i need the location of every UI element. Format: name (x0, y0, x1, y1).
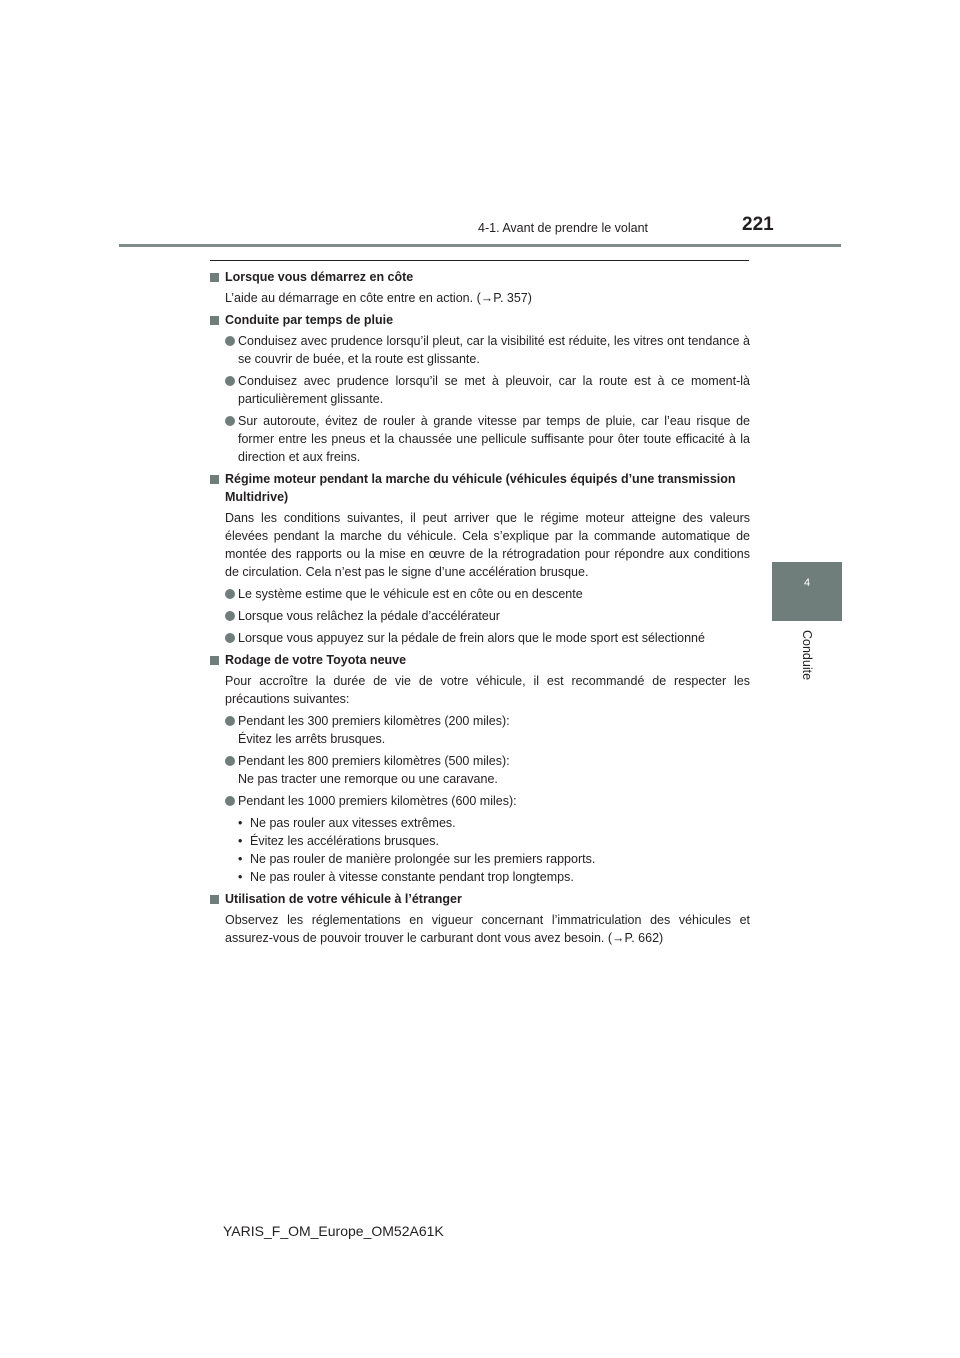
circle-bullet-icon (225, 589, 235, 599)
bullet-item (225, 372, 750, 408)
square-bullet-icon (210, 656, 219, 665)
section (210, 268, 750, 307)
bullet-item (225, 412, 750, 466)
small-dot-icon: • (238, 816, 243, 830)
bullet-text: Pendant les 1000 premiers kilomètres (600 miles): (238, 794, 517, 808)
bullet-item (225, 712, 750, 748)
section-title (210, 268, 750, 286)
bullet-text: Lorsque vous appuyez sur la pédale de frein alors que le mode sport est sélectionné (238, 631, 705, 645)
sub-list-text: Évitez les accélérations brusques. (250, 834, 439, 848)
square-bullet-icon (210, 475, 219, 484)
bullet-line: Pendant les 800 premiers kilomètres (500 miles): (238, 754, 510, 768)
paragraph: L’aide au démarrage en côte entre en action. (→P. 357) (225, 291, 532, 305)
bullet-text: Lorsque vous relâchez la pédale d’accélérateur (238, 609, 500, 623)
bullet-item (225, 792, 750, 810)
bullet-line: Ne pas tracter une remorque ou une caravane. (238, 772, 498, 786)
section-title (210, 470, 750, 506)
page-number: 221 (742, 214, 774, 235)
section-title-text: Utilisation de votre véhicule à l’étranger (225, 892, 462, 906)
bullet-item (225, 629, 750, 647)
square-bullet-icon (210, 273, 219, 282)
sub-list-item (238, 850, 750, 868)
bullet-line: Pendant les 300 premiers kilomètres (200 miles): (238, 714, 510, 728)
bullet-text: Conduisez avec prudence lorsqu’il pleut, car la visibilité est réduite, les vitres ont tendance à se couvrir de buée, et la route est glissante. (238, 334, 750, 366)
section (210, 311, 750, 466)
paragraph: Dans les conditions suivantes, il peut arriver que le régime moteur atteigne des valeurs élevées pendant la marche du véhicule. Cela s’explique par la commande automatique de montée des rapports ou la mise en œuvre de la rétrogradation pour répondre aux conditions de circulation. Cela n’est pas le signe d’une accélération brusque. (225, 511, 750, 579)
header-section-title: 4-1. Avant de prendre le volant (478, 221, 649, 235)
sub-list-item (238, 814, 750, 832)
section-title (210, 311, 750, 329)
circle-bullet-icon (225, 376, 235, 386)
section-title (210, 651, 750, 669)
square-bullet-icon (210, 895, 219, 904)
paragraph: Observez les réglementations en vigueur concernant l’immatriculation des véhicules et assurez-vous de pouvoir trouver le carburant dont vous avez besoin. (→P. 662) (225, 913, 750, 945)
circle-bullet-icon (225, 633, 235, 643)
header-rule (119, 244, 841, 247)
small-dot-icon: • (238, 852, 243, 866)
sub-list-text: Ne pas rouler de manière prolongée sur les premiers rapports. (250, 852, 596, 866)
small-dot-icon: • (238, 870, 243, 884)
bullet-item (225, 585, 750, 603)
page-content (210, 268, 750, 951)
bullet-text: Conduisez avec prudence lorsqu’il se met à pleuvoir, car la route est à ce moment-là particulièrement glissante. (238, 374, 750, 406)
section-title-text: Lorsque vous démarrez en côte (225, 270, 414, 284)
section (210, 651, 750, 886)
chapter-tab-label: Conduite (800, 630, 814, 681)
section-title-text: Régime moteur pendant la marche du véhicule (véhicules équipés d’une transmission Multidrive) (225, 472, 736, 504)
sub-list (238, 814, 750, 886)
circle-bullet-icon (225, 756, 235, 766)
sub-list-item (238, 868, 750, 886)
bullet-text: Le système estime que le véhicule est en côte ou en descente (238, 587, 583, 601)
chapter-tab (772, 562, 842, 621)
paragraph: Pour accroître la durée de vie de votre véhicule, il est recommandé de respecter les précautions suivantes: (225, 674, 750, 706)
bullet-item (225, 752, 750, 788)
bullet-line: Évitez les arrêts brusques. (238, 732, 386, 746)
circle-bullet-icon (225, 716, 235, 726)
section (210, 890, 750, 947)
bullet-item (225, 332, 750, 368)
circle-bullet-icon (225, 796, 235, 806)
section-title-text: Rodage de votre Toyota neuve (225, 653, 407, 667)
section-title (210, 890, 750, 908)
bullet-item (225, 607, 750, 625)
section (210, 470, 750, 647)
sub-list-text: Ne pas rouler à vitesse constante pendant trop longtemps. (250, 870, 574, 884)
bullet-text: Sur autoroute, évitez de rouler à grande vitesse par temps de pluie, car l’eau risque de former entre les pneus et la chaussée une pellicule suffisante pour ôter toute efficacité à la direction et aux freins. (238, 414, 750, 464)
chapter-tab-number: 4 (803, 577, 811, 589)
sub-list-text: Ne pas rouler aux vitesses extrêmes. (250, 816, 456, 830)
footer-code: YARIS_F_OM_Europe_OM52A61K (223, 1223, 444, 1239)
sub-list-item (238, 832, 750, 850)
square-bullet-icon (210, 316, 219, 325)
section-title-text: Conduite par temps de pluie (225, 313, 394, 327)
circle-bullet-icon (225, 336, 235, 346)
small-dot-icon: • (238, 834, 243, 848)
circle-bullet-icon (225, 611, 235, 621)
circle-bullet-icon (225, 416, 235, 426)
content-rule (210, 260, 749, 261)
